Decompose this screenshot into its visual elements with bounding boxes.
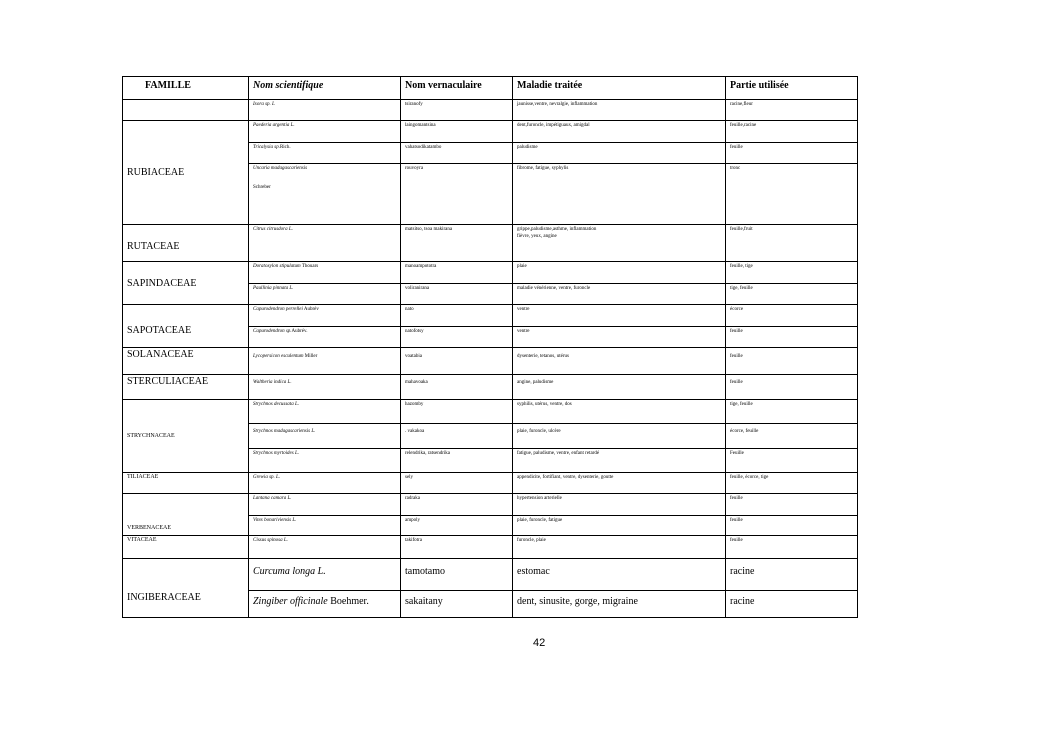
sci-author: Thouars	[301, 264, 319, 269]
sci-author: Schreber	[253, 185, 271, 190]
sci-author: Boehmer.	[330, 596, 369, 607]
table-row	[123, 348, 858, 375]
header-maladie: Maladie traitée	[513, 77, 726, 100]
maladie-cell: ventre	[513, 327, 726, 348]
maladie-line-1: grippe,paludisme,asthme, inflammation	[517, 227, 597, 232]
sci-name-cell	[249, 348, 401, 375]
table-row	[123, 473, 858, 494]
table-row	[123, 375, 858, 400]
partie-cell: écorce, feuille	[726, 424, 858, 449]
vern-name-cell: hazomby	[401, 400, 513, 424]
sci-name-cell: Lantana camara L.	[249, 494, 401, 516]
partie-cell: feuille,fruit	[726, 225, 858, 262]
partie-cell: feuille, écorce, tige	[726, 473, 858, 494]
partie-cell: feuille	[726, 327, 858, 348]
sci-name-cell	[249, 305, 401, 327]
maladie-cell: fibrome, fatigue, syphylis	[513, 164, 726, 225]
table-row	[123, 100, 858, 121]
header-nom-scientifique: Nom scientifique	[249, 77, 401, 100]
vern-name-cell: tsiranofy	[401, 100, 513, 121]
family-cell: SAPOTACEAE	[123, 305, 249, 348]
table-row	[123, 305, 858, 327]
maladie-cell: maladie vénérienne, ventre, furoncle	[513, 284, 726, 305]
family-cell: TILIACEAE	[123, 473, 249, 494]
sci-name-cell: Paederia argentia L.	[249, 121, 401, 143]
table-row	[123, 225, 858, 262]
sci-name-cell: Waltheria indica L.	[249, 375, 401, 400]
table-row	[123, 400, 858, 424]
vern-name-cell: matsitso, tsoa makirana	[401, 225, 513, 262]
maladie-cell: fatigue, paludisme, ventre, enfant retardé	[513, 449, 726, 473]
maladie-cell: ventre	[513, 305, 726, 327]
sci-name-cell: Curcuma longa L.	[249, 559, 401, 591]
sci-name: Doratoxylon stipulatum	[253, 264, 301, 269]
partie-cell: feuille	[726, 348, 858, 375]
vern-name-cell: natofotsy	[401, 327, 513, 348]
partie-cell: écorce	[726, 305, 858, 327]
sci-name-cell: Strychnos decussata L.	[249, 400, 401, 424]
maladie-cell: jaunisse,ventre, nevralgie, inflammation	[513, 100, 726, 121]
vern-name-cell: voliranirana	[401, 284, 513, 305]
partie-cell: feuille	[726, 494, 858, 516]
table-row	[123, 494, 858, 516]
maladie-cell: plaie, furoncle, fatigue	[513, 516, 726, 536]
sci-author: Aubrév.	[291, 329, 308, 334]
maladie-cell: dysenterie, tetanos, utérus	[513, 348, 726, 375]
sci-author: Aubrév	[303, 307, 319, 312]
family-cell: VITACEAE	[123, 536, 249, 559]
sci-name-cell: Grewia sp. L.	[249, 473, 401, 494]
sci-name-cell: Strychnos madagascariensis L.	[249, 424, 401, 449]
maladie-cell	[513, 225, 726, 262]
partie-cell: racine,fleur	[726, 100, 858, 121]
table-row	[123, 536, 858, 559]
vern-name-cell: rouvoyra	[401, 164, 513, 225]
sci-name-cell	[249, 143, 401, 164]
maladie-cell: dent, sinusite, gorge, migraine	[513, 591, 726, 618]
table-row	[123, 559, 858, 591]
family-cell: STERCULIACEAE	[123, 375, 249, 400]
partie-cell: racine	[726, 559, 858, 591]
sci-author: Miller	[304, 354, 318, 359]
table-row	[123, 121, 858, 143]
family-cell: RUBIACEAE	[123, 121, 249, 225]
vern-name-cell: takifotra	[401, 536, 513, 559]
sci-author: Rich.	[279, 145, 291, 150]
sci-name-cell	[249, 262, 401, 284]
partie-cell: tronc	[726, 164, 858, 225]
sci-name-cell: Citrus citrusdora L.	[249, 225, 401, 262]
sci-name-cell: Vitex bonariviensis L.	[249, 516, 401, 536]
family-cell: STRYCHNACEAE	[123, 400, 249, 473]
partie-cell: racine	[726, 591, 858, 618]
maladie-cell: appendicite, fortifiant, ventre, dysenterie, goutte	[513, 473, 726, 494]
vern-name-cell: voatabia	[401, 348, 513, 375]
maladie-cell: dent,furoncle, impétiguaux, amigdal	[513, 121, 726, 143]
vern-name-cell: mahavoaka	[401, 375, 513, 400]
partie-cell: feuille	[726, 375, 858, 400]
sci-name-cell: Cissus spinosa L.	[249, 536, 401, 559]
family-cell: VERBENACEAE	[123, 494, 249, 536]
partie-cell: feuille	[726, 143, 858, 164]
vern-name-cell: relendrika, ratsendrika	[401, 449, 513, 473]
sci-name: Tricalysia sp.	[253, 145, 280, 150]
vern-name-cell: . vakakoa	[401, 424, 513, 449]
maladie-cell: plaie, furoncle, ulcère	[513, 424, 726, 449]
sci-name: Lycopersicon esculentum	[253, 354, 304, 359]
vern-name-cell: ampoly	[401, 516, 513, 536]
page-number: 42	[533, 637, 546, 649]
maladie-cell: syphilis, utérus, ventre, dos	[513, 400, 726, 424]
sci-name: Zingiber officinale	[253, 596, 328, 607]
partie-cell: Feuille	[726, 449, 858, 473]
header-nom-vernaculaire: Nom vernaculaire	[401, 77, 513, 100]
partie-cell: feuille	[726, 536, 858, 559]
sci-name-cell: Strychnos myrtoides L.	[249, 449, 401, 473]
family-cell: SOLANACEAE	[123, 348, 249, 375]
maladie-cell: furoncle, plaie	[513, 536, 726, 559]
maladie-cell: paludisme	[513, 143, 726, 164]
sci-name-cell: Ixora sp. L	[249, 100, 401, 121]
maladie-cell: hypertension arterielle	[513, 494, 726, 516]
vern-name-cell: tamotamo	[401, 559, 513, 591]
maladie-cell: estomac	[513, 559, 726, 591]
vern-name-cell: vahatsodikatambo	[401, 143, 513, 164]
sci-name-cell	[249, 591, 401, 618]
family-cell: INGIBERACEAE	[123, 559, 249, 618]
vern-name-cell: nato	[401, 305, 513, 327]
sci-name: Uncaria madagascariensis	[253, 166, 308, 171]
plant-table	[122, 76, 858, 618]
sci-name-cell: Paullinia pinnata L.	[249, 284, 401, 305]
vern-name-cell: radraka	[401, 494, 513, 516]
table-row	[123, 262, 858, 284]
vern-name-cell: sakaitany	[401, 591, 513, 618]
sci-name: Capurodendron perrellei	[253, 307, 303, 312]
maladie-cell: angine, paludisme	[513, 375, 726, 400]
maladie-line-2: fièvre, yeux, angine	[517, 234, 557, 239]
vern-name-cell: laingomantsina	[401, 121, 513, 143]
header-row	[123, 77, 858, 100]
header-famille: FAMILLE	[123, 77, 249, 100]
partie-cell: feuille,racine	[726, 121, 858, 143]
family-cell: SAPINDACEAE	[123, 262, 249, 305]
partie-cell: feuille	[726, 516, 858, 536]
vern-name-cell: sely	[401, 473, 513, 494]
sci-name: Capurodendron sp.	[253, 329, 292, 334]
maladie-cell: plaie	[513, 262, 726, 284]
partie-cell: feuille, tige	[726, 262, 858, 284]
partie-cell: tige, feuille	[726, 284, 858, 305]
partie-cell: tige, feuille	[726, 400, 858, 424]
sci-name-cell	[249, 164, 401, 225]
family-cell: RUTACEAE	[123, 225, 249, 262]
vern-name-cell: manoampototra	[401, 262, 513, 284]
family-cell	[123, 100, 249, 121]
sci-name-cell	[249, 327, 401, 348]
header-partie: Partie utilisée	[726, 77, 858, 100]
